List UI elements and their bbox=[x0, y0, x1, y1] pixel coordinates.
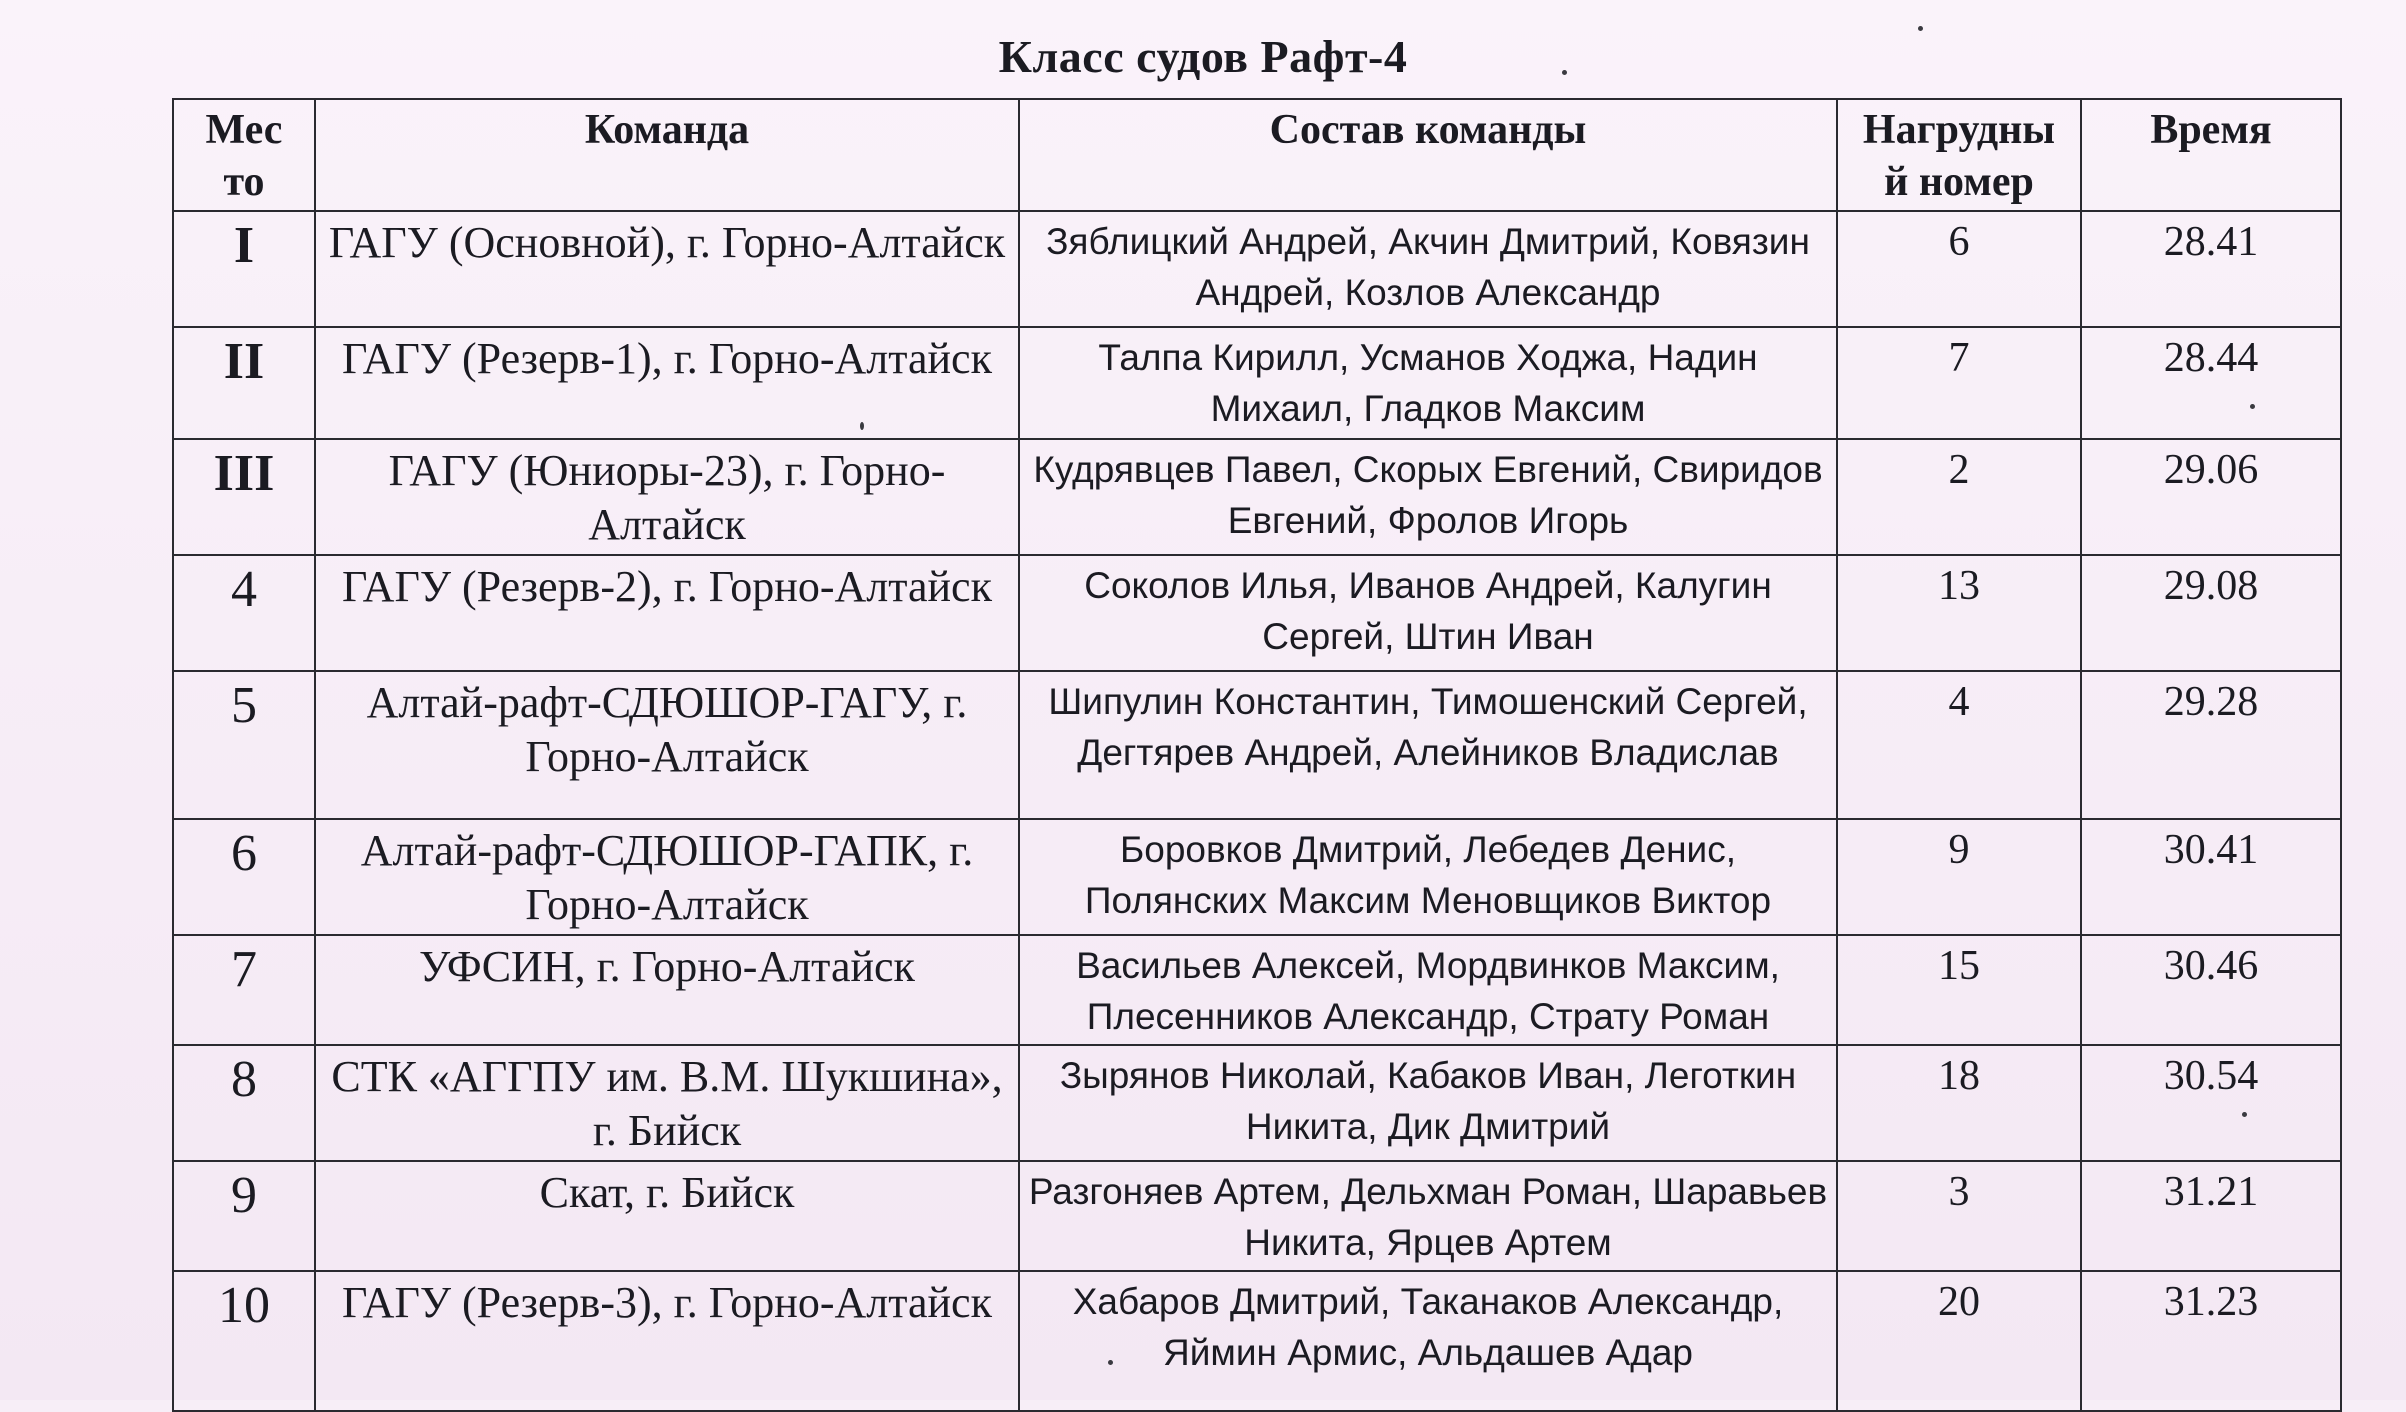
bib-cell: 20 bbox=[1837, 1271, 2081, 1411]
roster-cell: Зяблицкий Андрей, Акчин Дмитрий, Ковязин Андрей, Козлов Александр bbox=[1019, 211, 1837, 327]
team-cell: СТК «АГГПУ им. В.М. Шукшина», г. Бийск bbox=[315, 1045, 1019, 1161]
scan-speck bbox=[1562, 70, 1567, 75]
roster-cell: Боровков Дмитрий, Лебедев Денис, Полянских Максим Меновщиков Виктор bbox=[1019, 819, 1837, 935]
time-cell: 31.21 bbox=[2081, 1161, 2341, 1271]
roster-cell: Шипулин Константин, Тимошенский Сергей, Дегтярев Андрей, Алейников Владислав bbox=[1019, 671, 1837, 819]
scan-speck bbox=[860, 422, 864, 430]
table-row bbox=[173, 1045, 2341, 1161]
scan-speck bbox=[2250, 404, 2255, 409]
scan-speck bbox=[1108, 1360, 1113, 1365]
bib-cell: 7 bbox=[1837, 327, 2081, 439]
time-cell: 28.44 bbox=[2081, 327, 2341, 439]
time-cell: 30.41 bbox=[2081, 819, 2341, 935]
place-cell: 8 bbox=[173, 1045, 315, 1161]
header-team: Команда bbox=[315, 99, 1019, 211]
time-cell: 28.41 bbox=[2081, 211, 2341, 327]
team-cell: ГАГУ (Резерв-2), г. Горно-Алтайск bbox=[315, 555, 1019, 671]
roster-cell: Зырянов Николай, Кабаков Иван, Леготкин Никита, Дик Дмитрий bbox=[1019, 1045, 1837, 1161]
bib-cell: 4 bbox=[1837, 671, 2081, 819]
time-cell: 31.23 bbox=[2081, 1271, 2341, 1411]
place-cell: I bbox=[173, 211, 315, 327]
team-cell: Алтай-рафт-СДЮШОР-ГАГУ, г. Горно-Алтайск bbox=[315, 671, 1019, 819]
time-cell: 30.46 bbox=[2081, 935, 2341, 1045]
header-bib-number: Нагрудны й номер bbox=[1837, 99, 2081, 211]
place-cell: 5 bbox=[173, 671, 315, 819]
bib-cell: 13 bbox=[1837, 555, 2081, 671]
time-cell: 30.54 bbox=[2081, 1045, 2341, 1161]
place-cell: III bbox=[173, 439, 315, 555]
time-cell: 29.28 bbox=[2081, 671, 2341, 819]
team-cell: ГАГУ (Резерв-1), г. Горно-Алтайск bbox=[315, 327, 1019, 439]
roster-cell: Хабаров Дмитрий, Таканаков Александр, Яймин Армис, Альдашев Адар bbox=[1019, 1271, 1837, 1411]
time-cell: 29.06 bbox=[2081, 439, 2341, 555]
team-cell: ГАГУ (Резерв-3), г. Горно-Алтайск bbox=[315, 1271, 1019, 1411]
place-cell: 7 bbox=[173, 935, 315, 1045]
table-row bbox=[173, 819, 2341, 935]
results-table bbox=[172, 98, 2342, 1412]
bib-cell: 3 bbox=[1837, 1161, 2081, 1271]
team-cell: Алтай-рафт-СДЮШОР-ГАПК, г. Горно-Алтайск bbox=[315, 819, 1019, 935]
place-cell: 4 bbox=[173, 555, 315, 671]
team-cell: ГАГУ (Основной), г. Горно-Алтайск bbox=[315, 211, 1019, 327]
roster-cell: Васильев Алексей, Мордвинков Максим, Плесенников Александр, Страту Роман bbox=[1019, 935, 1837, 1045]
header-place: Мес то bbox=[173, 99, 315, 211]
roster-cell: Соколов Илья, Иванов Андрей, Калугин Сергей, Штин Иван bbox=[1019, 555, 1837, 671]
roster-cell: Талпа Кирилл, Усманов Ходжа, Надин Михаил, Гладков Максим bbox=[1019, 327, 1837, 439]
team-cell: УФСИН, г. Горно-Алтайск bbox=[315, 935, 1019, 1045]
team-cell: ГАГУ (Юниоры-23), г. Горно-Алтайск bbox=[315, 439, 1019, 555]
bib-cell: 9 bbox=[1837, 819, 2081, 935]
scan-speck bbox=[2242, 1112, 2247, 1117]
table-row bbox=[173, 1271, 2341, 1411]
table-row bbox=[173, 671, 2341, 819]
header-time: Время bbox=[2081, 99, 2341, 211]
scan-speck bbox=[1918, 26, 1923, 31]
bib-cell: 18 bbox=[1837, 1045, 2081, 1161]
table-row bbox=[173, 1161, 2341, 1271]
table-row bbox=[173, 327, 2341, 439]
time-cell: 29.08 bbox=[2081, 555, 2341, 671]
bib-cell: 6 bbox=[1837, 211, 2081, 327]
place-cell: 6 bbox=[173, 819, 315, 935]
place-cell: 10 bbox=[173, 1271, 315, 1411]
bib-cell: 15 bbox=[1837, 935, 2081, 1045]
bib-cell: 2 bbox=[1837, 439, 2081, 555]
header-roster: Состав команды bbox=[1019, 99, 1837, 211]
roster-cell: Кудрявцев Павел, Скорых Евгений, Свиридов Евгений, Фролов Игорь bbox=[1019, 439, 1837, 555]
table-row bbox=[173, 211, 2341, 327]
table-row bbox=[173, 935, 2341, 1045]
roster-cell: Разгоняев Артем, Дельхман Роман, Шаравьев Никита, Ярцев Артем bbox=[1019, 1161, 1837, 1271]
header-row bbox=[173, 99, 2341, 211]
page-title: Класс судов Рафт-4 bbox=[998, 31, 1408, 82]
table-row bbox=[173, 439, 2341, 555]
team-cell: Скат, г. Бийск bbox=[315, 1161, 1019, 1271]
place-cell: II bbox=[173, 327, 315, 439]
place-cell: 9 bbox=[173, 1161, 315, 1271]
table-row bbox=[173, 555, 2341, 671]
